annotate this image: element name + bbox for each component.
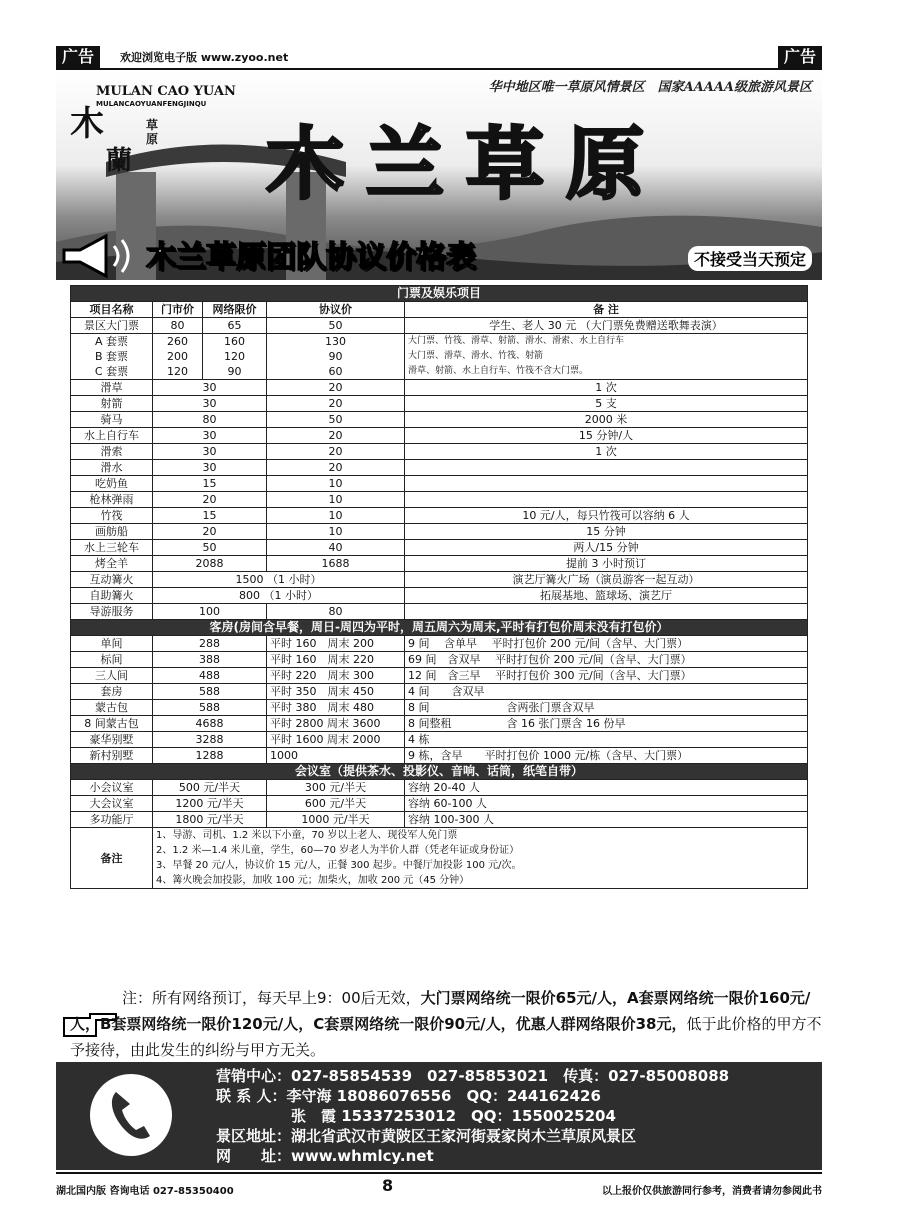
cell: 容纳 60-100 人: [405, 796, 808, 812]
pkg-online: 90: [227, 365, 242, 378]
table-row: [71, 540, 808, 556]
main-title: 木兰草原: [266, 119, 667, 210]
cell: 8 间整租 含 16 张门票含 16 份早: [405, 716, 808, 732]
col-header: 备 注: [405, 302, 808, 318]
cell: 8 间蒙古包: [71, 716, 153, 732]
cell: 588: [153, 684, 267, 700]
cell: 射箭: [71, 396, 153, 412]
cell: 1500 （1 小时）: [153, 572, 405, 588]
ad-tag-left: 广告: [56, 46, 100, 68]
section-rooms: 客房(房间含早餐，周日-周四为平时，周五周六为周末,平时有打包价周末没有打包价）: [71, 620, 808, 636]
logo-english: MULAN CAO YUAN: [96, 84, 236, 99]
col-header: 协议价: [267, 302, 405, 318]
no-same-day-badge: 不接受当天预定: [688, 246, 812, 271]
cell: 单间: [71, 636, 153, 652]
cell: 平时 350 周末 450: [267, 684, 405, 700]
cell: 平时 1600 周末 2000: [267, 732, 405, 748]
table-row: [71, 428, 808, 444]
cell: 288: [153, 636, 267, 652]
table-row: [71, 444, 808, 460]
table-row: [71, 716, 808, 732]
pkg-name: A 套票: [94, 335, 129, 348]
brand-logo: [66, 78, 246, 176]
cell: 20: [153, 524, 267, 540]
cell: 20: [153, 492, 267, 508]
cell: 600 元/半天: [267, 796, 405, 812]
cell: 20: [267, 396, 405, 412]
cell: 300 元/半天: [267, 780, 405, 796]
footer-left: 湖北国内版 咨询电话 027-85350400: [56, 1186, 234, 1197]
logo-english-sub: MULANCAOYUANFENGJINQU: [96, 100, 207, 108]
cell: 两人/15 分钟: [405, 540, 808, 556]
table-row: [71, 652, 808, 668]
cell: 100: [153, 604, 267, 620]
cell: 滑索: [71, 444, 153, 460]
top-bar: [56, 46, 822, 70]
cell: 9 间 含单早 平时打包价 200 元/间（含早、大门票）: [405, 636, 808, 652]
table-row: [71, 556, 808, 572]
cell: 800 （1 小时）: [153, 588, 405, 604]
table-row: [71, 700, 808, 716]
cell: 10: [267, 476, 405, 492]
cell: 互动篝火: [71, 572, 153, 588]
cell: 蒙古包: [71, 700, 153, 716]
cell: 容纳 20-40 人: [405, 780, 808, 796]
cell: 12 间 含三早 平时打包价 300 元/间（含早、大门票）: [405, 668, 808, 684]
cell: 69 间 含双早 平时打包价 200 元/间（含早、大门票）: [405, 652, 808, 668]
cell: 10 元/人，每只竹筏可以容纳 6 人: [405, 508, 808, 524]
table-row: [71, 318, 808, 334]
ebook-url[interactable]: 欢迎浏览电子版 www.zyoo.net: [120, 51, 289, 64]
cell: 3288: [153, 732, 267, 748]
cell: 2088: [153, 556, 267, 572]
cell: [405, 476, 808, 492]
cell: 500 元/半天: [153, 780, 267, 796]
cell: 388: [153, 652, 267, 668]
cell: 水上三轮车: [71, 540, 153, 556]
pkg-note: 大门票、竹筏、滑草、射箭、滑水、滑索、水上自行车: [408, 336, 625, 346]
cell: [405, 604, 808, 620]
pkg-online: 160: [224, 335, 245, 348]
cell: 30: [153, 380, 267, 396]
cell: 1 次: [405, 444, 808, 460]
cell: 提前 3 小时预订: [405, 556, 808, 572]
table-row: [71, 492, 808, 508]
table-row: [71, 684, 808, 700]
cell: 30: [153, 444, 267, 460]
remark-line: 3、早餐 20 元/人，协议价 15 元/人，正餐 300 起步。中餐厅加投影 100 元/次。: [156, 860, 522, 871]
notice-p1: 注：所有网络预订，每天早上9：00后无效，: [122, 989, 421, 1007]
cell: [267, 334, 405, 380]
cell: 30: [153, 396, 267, 412]
cell: 平时 380 周末 480: [267, 700, 405, 716]
meeting-body: [71, 780, 808, 828]
table-row: [71, 572, 808, 588]
table-row: [71, 524, 808, 540]
table-row: [71, 396, 808, 412]
cell: 烤全羊: [71, 556, 153, 572]
cell: 容纳 100-300 人: [405, 812, 808, 828]
cell: [153, 334, 203, 380]
cell: 10: [267, 524, 405, 540]
cell: [203, 334, 267, 380]
banner: [56, 72, 822, 280]
page-number: 8: [382, 1176, 394, 1195]
cell: 50: [267, 318, 405, 334]
pkg-name: B 套票: [94, 350, 129, 363]
pkg-note: 滑草、射箭、水上自行车、竹筏不含大门票。: [408, 366, 589, 376]
col-header: 项目名称: [71, 302, 153, 318]
cell: 导游服务: [71, 604, 153, 620]
table-row: [71, 508, 808, 524]
contact-person-2: 张 霞 15337253012 QQ：1550025204: [216, 1107, 616, 1125]
cell: 平时 220 周末 300: [267, 668, 405, 684]
cell: 30: [153, 428, 267, 444]
pkg-online: 120: [224, 350, 245, 363]
notice: [70, 985, 830, 1063]
cell: 标间: [71, 652, 153, 668]
col-header: 网络限价: [203, 302, 267, 318]
table-row: [71, 732, 808, 748]
pkg-agree: 90: [328, 350, 343, 363]
contact-website[interactable]: 网 址：www.whmlcy.net: [216, 1147, 434, 1165]
table-row: [71, 668, 808, 684]
table-row: [71, 588, 808, 604]
pkg-retail: 260: [167, 335, 188, 348]
footer-divider: [56, 1172, 822, 1174]
cell: 65: [203, 318, 267, 334]
remarks-label: 备注: [71, 828, 153, 889]
cell: 骑马: [71, 412, 153, 428]
table-row: [71, 412, 808, 428]
cell: 大会议室: [71, 796, 153, 812]
cell: 10: [267, 508, 405, 524]
cell: 10: [267, 492, 405, 508]
cell: 新村别墅: [71, 748, 153, 764]
cell: 豪华别墅: [71, 732, 153, 748]
cell: 20: [267, 380, 405, 396]
table-row: [71, 796, 808, 812]
cell: 30: [153, 460, 267, 476]
cell: 演艺厅篝火广场（演员游客一起互动）: [405, 572, 808, 588]
cell: 滑水: [71, 460, 153, 476]
contact-person-1: 联 系 人：李守海 18086076556 QQ：244162426: [216, 1087, 601, 1105]
cell: 多功能厅: [71, 812, 153, 828]
cell: 自助篝火: [71, 588, 153, 604]
table-row: [71, 780, 808, 796]
cell: 枪林弹雨: [71, 492, 153, 508]
remarks-row: [71, 828, 808, 889]
cell: 水上自行车: [71, 428, 153, 444]
cell: 小会议室: [71, 780, 153, 796]
rooms-body: [71, 636, 808, 764]
cell: 40: [267, 540, 405, 556]
col-header: 门市价: [153, 302, 203, 318]
cell: 平时 160 周末 220: [267, 652, 405, 668]
table-row: [71, 604, 808, 620]
notice-p3: 低于此价格的甲方不予接待，由此发生的纠纷与甲方无关。: [70, 1015, 822, 1059]
cell: 1288: [153, 748, 267, 764]
cell: 588: [153, 700, 267, 716]
cell: 2000 米: [405, 412, 808, 428]
table-row: [71, 812, 808, 828]
section-meeting: 会议室（提供茶水、投影仪、音响、话筒，纸笔自带）: [71, 764, 808, 780]
cell: 竹筏: [71, 508, 153, 524]
cell: 20: [267, 444, 405, 460]
cell: 吃奶鱼: [71, 476, 153, 492]
logo-char-lan: 蘭: [106, 146, 133, 176]
megaphone-icon: [60, 232, 140, 280]
cell: 1000 元/半天: [267, 812, 405, 828]
logo-grassland: 草原: [146, 118, 159, 146]
ad-tag-right: 广告: [778, 46, 822, 68]
cell: 15: [153, 508, 267, 524]
contact-address: 景区地址：湖北省武汉市黄陂区王家河街聂家岗木兰草原风景区: [216, 1127, 637, 1145]
cell: 1200 元/半天: [153, 796, 267, 812]
cell: 80: [267, 604, 405, 620]
cell: 画舫船: [71, 524, 153, 540]
remarks-cell: [153, 828, 808, 889]
cell: [405, 460, 808, 476]
cell: 1000: [267, 748, 405, 764]
cell: 平时 160 周末 200: [267, 636, 405, 652]
cell: 20: [267, 428, 405, 444]
cell: 15 分钟/人: [405, 428, 808, 444]
cell: 平时 2800 周末 3600: [267, 716, 405, 732]
table-header-row: [71, 302, 808, 318]
cell: [405, 492, 808, 508]
cell: 三人间: [71, 668, 153, 684]
footer-right: 以上报价仅供旅游同行参考，消费者请勿参阅此书: [602, 1186, 822, 1197]
cell: 50: [153, 540, 267, 556]
pkg-name: C 套票: [94, 365, 129, 378]
cell: 9 栋，含早 平时打包价 1000 元/栋（含早、大门票）: [405, 748, 808, 764]
cell: 80: [153, 318, 203, 334]
cell: 5 支: [405, 396, 808, 412]
table-row: [71, 636, 808, 652]
remark-line: 1、导游、司机、1.2 米以下小童，70 岁以上老人、现役军人免门票: [156, 830, 458, 841]
cell: 1800 元/半天: [153, 812, 267, 828]
cell: 4688: [153, 716, 267, 732]
table-row: [71, 380, 808, 396]
cell: 15 分钟: [405, 524, 808, 540]
pkg-agree: 130: [325, 335, 346, 348]
contact-sales: 营销中心：027-85854539 027-85853021 传真：027-85008088: [216, 1067, 730, 1085]
items-body: [71, 380, 808, 572]
section-tickets: 门票及娱乐项目: [71, 286, 808, 302]
pkg-retail: 200: [167, 350, 188, 363]
cell: 拓展基地、篮球场、演艺厅: [405, 588, 808, 604]
notice-p2: 大门票网络统一限价65元/人，A套票网络统一限价160元/人，B套票网络统一限价120元/人，C套票网络统一限价90元/人，优惠人群网络限价38元，: [70, 989, 811, 1033]
remark-line: 4、篝火晚会加投影，加收 100 元；加柴火，加收 200 元（45 分钟）: [156, 875, 470, 886]
contact-panel: [56, 1062, 822, 1170]
cell: [71, 334, 153, 380]
table-row: [71, 748, 808, 764]
remark-line: 2、1.2 米—1.4 米儿童，学生，60—70 岁老人为半价人群（凭老年证或身份证）: [156, 845, 520, 856]
table-row-packages: [71, 334, 808, 380]
cell: 488: [153, 668, 267, 684]
cell: 套房: [71, 684, 153, 700]
cell: 4 间 含双早: [405, 684, 808, 700]
cell: 1688: [267, 556, 405, 572]
price-table: [70, 285, 808, 889]
cell: 50: [267, 412, 405, 428]
subtitle: 木兰草原团队协议价格表: [146, 240, 476, 275]
pkg-agree: 60: [328, 365, 343, 378]
cell: 4 栋: [405, 732, 808, 748]
cell: 景区大门票: [71, 318, 153, 334]
phone-icon: [90, 1074, 172, 1156]
cell: 学生、老人 30 元 （大门票免费赠送歌舞表演）: [405, 318, 808, 334]
cell: 8 间 含两张门票含双早: [405, 700, 808, 716]
cell: 15: [153, 476, 267, 492]
table-row: [71, 476, 808, 492]
cell: 滑草: [71, 380, 153, 396]
cell: [405, 334, 808, 380]
table-row: [71, 460, 808, 476]
slogan: 华中地区唯一草原风情景区 国家AAAAA级旅游风景区: [488, 80, 812, 95]
cell: 20: [267, 460, 405, 476]
pkg-retail: 120: [167, 365, 188, 378]
cell: 1 次: [405, 380, 808, 396]
pkg-note: 大门票、滑草、滑水、竹筏、射箭: [408, 351, 544, 361]
logo-char-mu: 木: [70, 104, 104, 144]
cell: 80: [153, 412, 267, 428]
